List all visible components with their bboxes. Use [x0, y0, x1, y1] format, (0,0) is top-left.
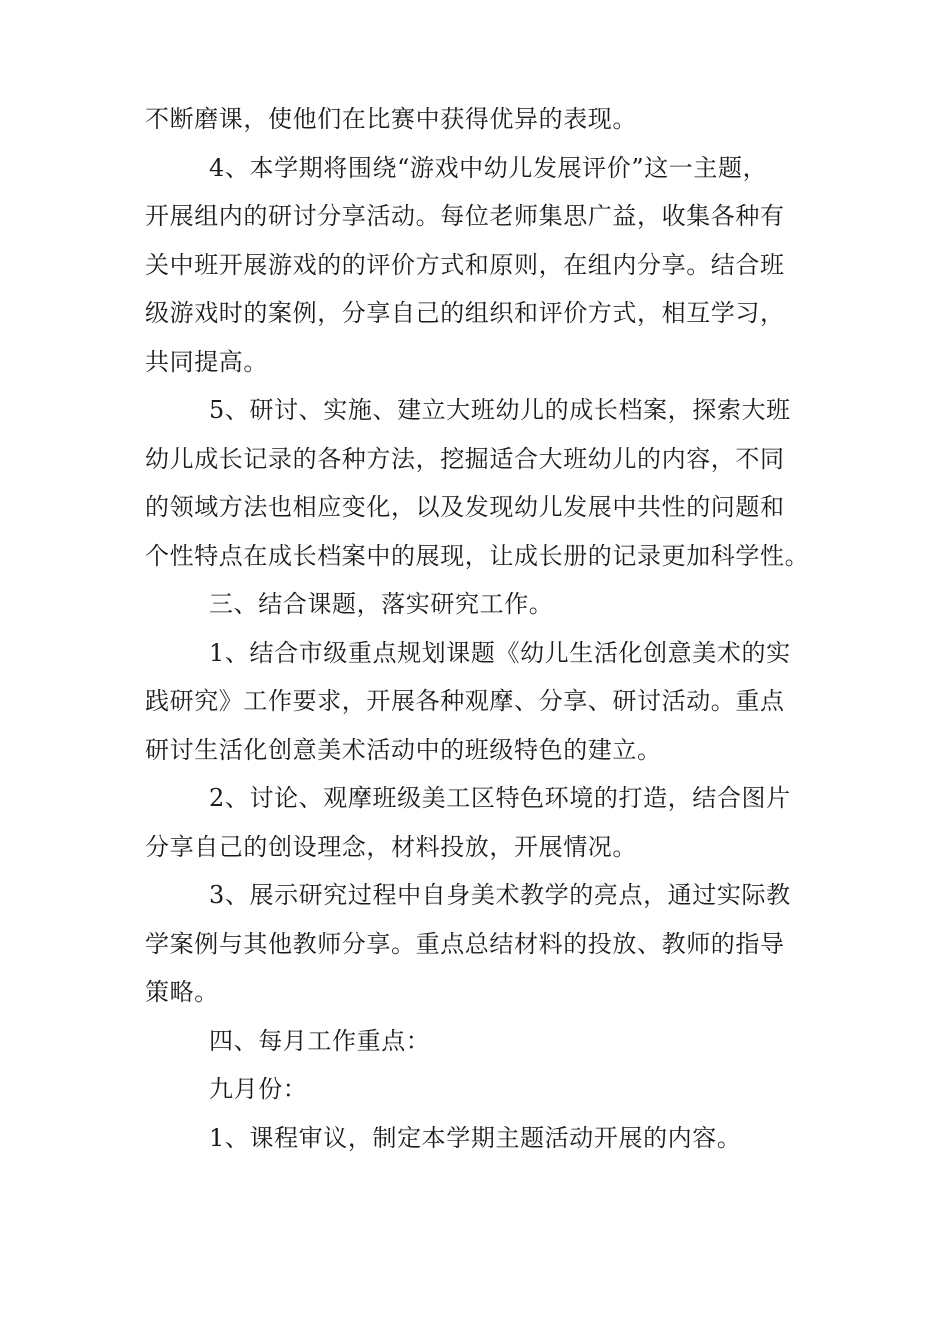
text-line: 不断磨课，使他们在比赛中获得优异的表现。	[145, 105, 637, 133]
text-line: 研讨生活化创意美术活动中的班级特色的建立。	[145, 735, 662, 764]
month-item-1-line: 1、课程审议，制定本学期主题活动开展的内容。	[209, 1123, 742, 1152]
text-line: 开展组内的研讨分享活动。每位老师集思广益，收集各种有	[145, 202, 785, 230]
text-line: 个性特点在成长档案中的展现，让成长册的记录更加科学性。	[145, 541, 810, 570]
text-line: 策略。	[145, 978, 219, 1006]
section-heading-4: 四、每月工作重点：	[209, 1026, 431, 1055]
month-heading: 九月份：	[209, 1075, 308, 1103]
text-line: 级游戏时的案例，分享自己的组织和评价方式，相互学习，	[145, 299, 785, 327]
text-line: 分享自己的创设理念，材料投放，开展情况。	[145, 832, 637, 861]
paragraph-item-2-line: 2、讨论、观摩班级美工区特色环境的打造，结合图片	[209, 784, 791, 812]
paragraph-item-5-line: 5、研讨、实施、建立大班幼儿的成长档案，探索大班	[209, 396, 791, 424]
section-heading-3: 三、结合课题，落实研究工作。	[209, 590, 554, 618]
paragraph-item-4-line: 4、本学期将围绕“游戏中幼儿发展评价”这一主题，	[209, 153, 768, 182]
document-body	[145, 95, 825, 1162]
text-line: 践研究》工作要求，开展各种观摩、分享、研讨活动。重点	[145, 687, 785, 715]
text-line: 学案例与其他教师分享。重点总结材料的投放、教师的指导	[145, 929, 785, 958]
text-line: 的领域方法也相应变化，以及发现幼儿发展中共性的问题和	[145, 493, 785, 521]
paragraph-item-1-line: 1、结合市级重点规划课题《幼儿生活化创意美术的实	[209, 638, 791, 667]
paragraph-item-3-line: 3、展示研究过程中自身美术教学的亮点，通过实际教	[209, 881, 791, 909]
text-line: 关中班开展游戏的的评价方式和原则，在组内分享。结合班	[145, 250, 785, 279]
text-line: 幼儿成长记录的各种方法，挖掘适合大班幼儿的内容，不同	[145, 444, 785, 473]
text-line: 共同提高。	[145, 347, 268, 376]
